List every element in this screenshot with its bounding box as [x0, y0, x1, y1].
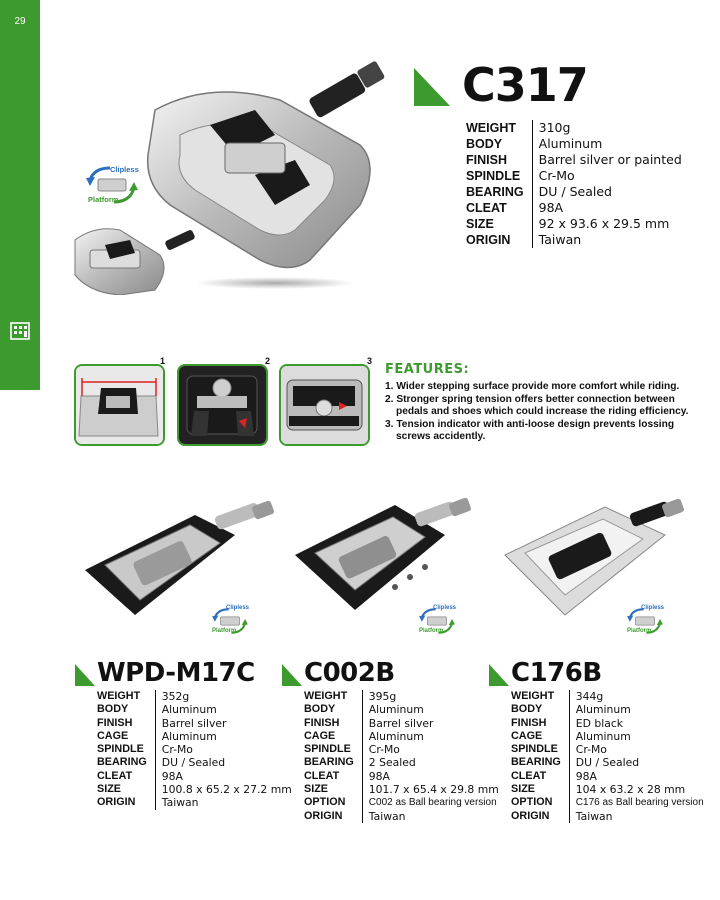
spec-row: FINISH Barrel silver — [304, 716, 434, 730]
spec-row: BODY Aluminum — [97, 703, 217, 717]
spec-row: SPINDLE Cr-Mo — [304, 743, 400, 757]
c176b-marker — [489, 664, 509, 686]
badge-clipless-label: Clipless — [433, 605, 457, 611]
c002b-spec-table — [304, 690, 499, 823]
feature-item-3: 3. Tension indicator with anti-loose design prevents lossing screws accidently. — [385, 418, 675, 442]
spec-row: SPINDLE Cr-Mo — [97, 743, 193, 757]
spec-row: FINISH Barrel silver or painted — [466, 152, 682, 167]
spec-row: SPINDLE Cr-Mo — [466, 168, 575, 183]
spec-row: OPTION C176 as Ball bearing version — [511, 796, 704, 809]
c317-spec-table — [466, 120, 682, 248]
c176b-spec-table — [511, 690, 704, 823]
c176b-model-title: C176B — [511, 658, 602, 688]
m17c-marker — [75, 664, 95, 686]
thumb-2-image — [179, 366, 266, 444]
spec-row: CLEAT 98A — [97, 769, 183, 783]
spec-row: BODY Aluminum — [511, 703, 631, 717]
spec-row: BEARING DU / Sealed — [511, 756, 640, 770]
spec-row: CLEAT 98A — [304, 769, 390, 783]
features-title: FEATURES: — [385, 362, 470, 377]
spec-row: WEIGHT 310g — [466, 120, 571, 135]
spec-row: WEIGHT 395g — [304, 690, 397, 703]
spec-row: BODY Aluminum — [466, 136, 603, 151]
spec-row: CAGE Aluminum — [304, 729, 424, 743]
features-list — [385, 381, 705, 444]
thumb-3-image — [281, 366, 368, 444]
spec-row: ORIGIN Taiwan — [97, 796, 199, 810]
spec-row: WEIGHT 352g — [97, 690, 190, 703]
c317-marker — [414, 68, 450, 106]
thumb-1-image — [76, 366, 163, 444]
badge-platform-label: Platform — [627, 628, 652, 634]
c317-model-title: C317 — [462, 58, 588, 112]
badge-clipless-label: Clipless — [110, 165, 139, 174]
spec-row: BODY Aluminum — [304, 703, 424, 717]
spec-row: WEIGHT 344g — [511, 690, 604, 703]
thumb-number-2: 2 — [265, 356, 271, 366]
spec-row: SIZE 100.8 x 65.2 x 27.2 mm — [97, 783, 292, 797]
building-icon — [10, 322, 30, 340]
spec-row: CLEAT 98A — [466, 200, 564, 215]
badge-platform-label: Platform — [419, 628, 444, 634]
m17c-model-title: WPD-M17C — [97, 658, 255, 688]
spec-row: FINISH ED black — [511, 716, 624, 730]
badge-platform-label: Platform — [212, 628, 237, 634]
m17c-spec-table — [97, 690, 292, 810]
spec-row: CAGE Aluminum — [511, 729, 631, 743]
spec-row: ORIGIN Taiwan — [466, 232, 582, 247]
spec-row: SIZE 101.7 x 65.4 x 29.8 mm — [304, 783, 499, 797]
spec-row: SIZE 104 x 63.2 x 28 mm — [511, 783, 686, 797]
spec-row: ORIGIN Taiwan — [511, 809, 613, 823]
sidebar-band — [0, 0, 40, 390]
feature-thumb-3 — [279, 364, 370, 446]
badge-clipless-label: Clipless — [226, 605, 250, 611]
spec-row: BEARING DU / Sealed — [97, 756, 226, 770]
badge-clipless-label: Clipless — [641, 605, 665, 611]
thumb-number-3: 3 — [367, 356, 373, 366]
feature-thumb-1 — [74, 364, 165, 446]
badge-platform-label: Platform — [88, 195, 119, 204]
spec-row: CAGE Aluminum — [97, 729, 217, 743]
spec-row: BEARING DU / Sealed — [466, 184, 612, 199]
feature-thumb-2 — [177, 364, 268, 446]
feature-item-1: 1. Wider stepping surface provide more comfort while riding. — [385, 381, 680, 392]
spec-row: CLEAT 98A — [511, 769, 597, 783]
spec-row: ORIGIN Taiwan — [304, 809, 406, 823]
page-number: 29 — [14, 16, 26, 27]
feature-item-2: 2. Stronger spring tension offers better connection between pedals and shoes which could increase the riding efficiency. — [385, 393, 689, 417]
spec-row: OPTION C002 as Ball bearing version — [304, 796, 497, 809]
c002b-marker — [282, 664, 302, 686]
thumb-number-1: 1 — [160, 356, 166, 366]
c002b-model-title: C002B — [304, 658, 395, 688]
spec-row: BEARING 2 Sealed — [304, 756, 416, 770]
spec-row: SIZE 92 x 93.6 x 29.5 mm — [466, 216, 670, 231]
spec-row: SPINDLE Cr-Mo — [511, 743, 607, 757]
spec-row: FINISH Barrel silver — [97, 716, 227, 730]
